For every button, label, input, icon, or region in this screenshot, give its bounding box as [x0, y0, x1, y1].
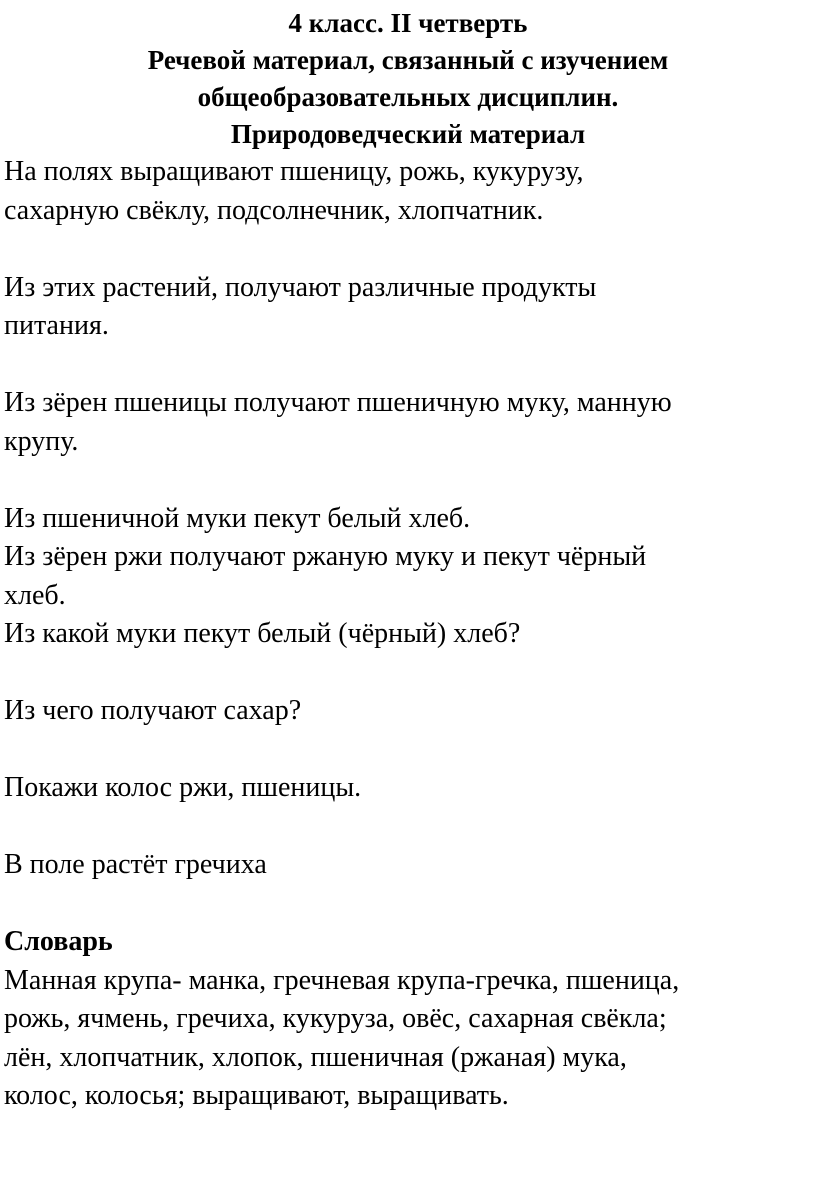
header-subtitle-line1: Речевой материал, связанный с изучением [147, 45, 669, 75]
blank-line [4, 230, 816, 269]
paragraph-line: На полях выращивают пшеницу, рожь, кукурузу, [4, 156, 584, 187]
paragraph-line: В поле растёт гречиха [4, 849, 267, 880]
paragraph-line: хлеб. [4, 579, 66, 611]
paragraph-line: Из зёрен пшеницы получают пшеничную муку, манную [4, 387, 672, 418]
document-body [0, 153, 816, 1116]
blank-line [4, 346, 816, 385]
blank-line [4, 731, 816, 770]
vocabulary-line: лён, хлопчатник, хлопок, пшеничная (ржаная) мука, [4, 1041, 627, 1073]
header-subtitle-line2: общеобразовательных дисциплин. [197, 82, 619, 112]
paragraph-line: крупу. [4, 425, 79, 457]
paragraph-line: питания. [4, 310, 109, 341]
document-header [0, 5, 816, 153]
paragraph-line: Из чего получают сахар? [4, 695, 302, 726]
vocabulary-heading: Словарь [4, 926, 113, 957]
paragraph-line: Из какой муки пекут белый (чёрный) хлеб? [4, 618, 521, 649]
paragraph-line: Из этих растений, получают различные продукты [4, 271, 597, 303]
paragraph-line: Из зёрен ржи получают ржаную муку и пекут чёрный [4, 541, 647, 572]
paragraph-line: Покажи колос ржи, пшеницы. [4, 772, 362, 803]
blank-line [4, 808, 816, 847]
vocabulary-line: Манная крупа- манка, гречневая крупа-гречка, пшеница, [4, 964, 680, 996]
vocabulary-line: колос, колосья; выращивают, выращивать. [4, 1080, 509, 1111]
paragraph-line: сахарную свёклу, подсолнечник, хлопчатник. [4, 194, 544, 226]
header-grade-quarter: 4 класс. II четверть [288, 8, 528, 38]
blank-line [4, 885, 816, 924]
blank-line [4, 654, 816, 693]
blank-line [4, 461, 816, 500]
paragraph-line: Из пшеничной муки пекут белый хлеб. [4, 502, 471, 534]
header-section-title: Природоведческий материал [230, 119, 586, 149]
vocabulary-line: рожь, ячмень, гречиха, кукуруза, овёс, сахарная свёкла; [4, 1003, 667, 1034]
